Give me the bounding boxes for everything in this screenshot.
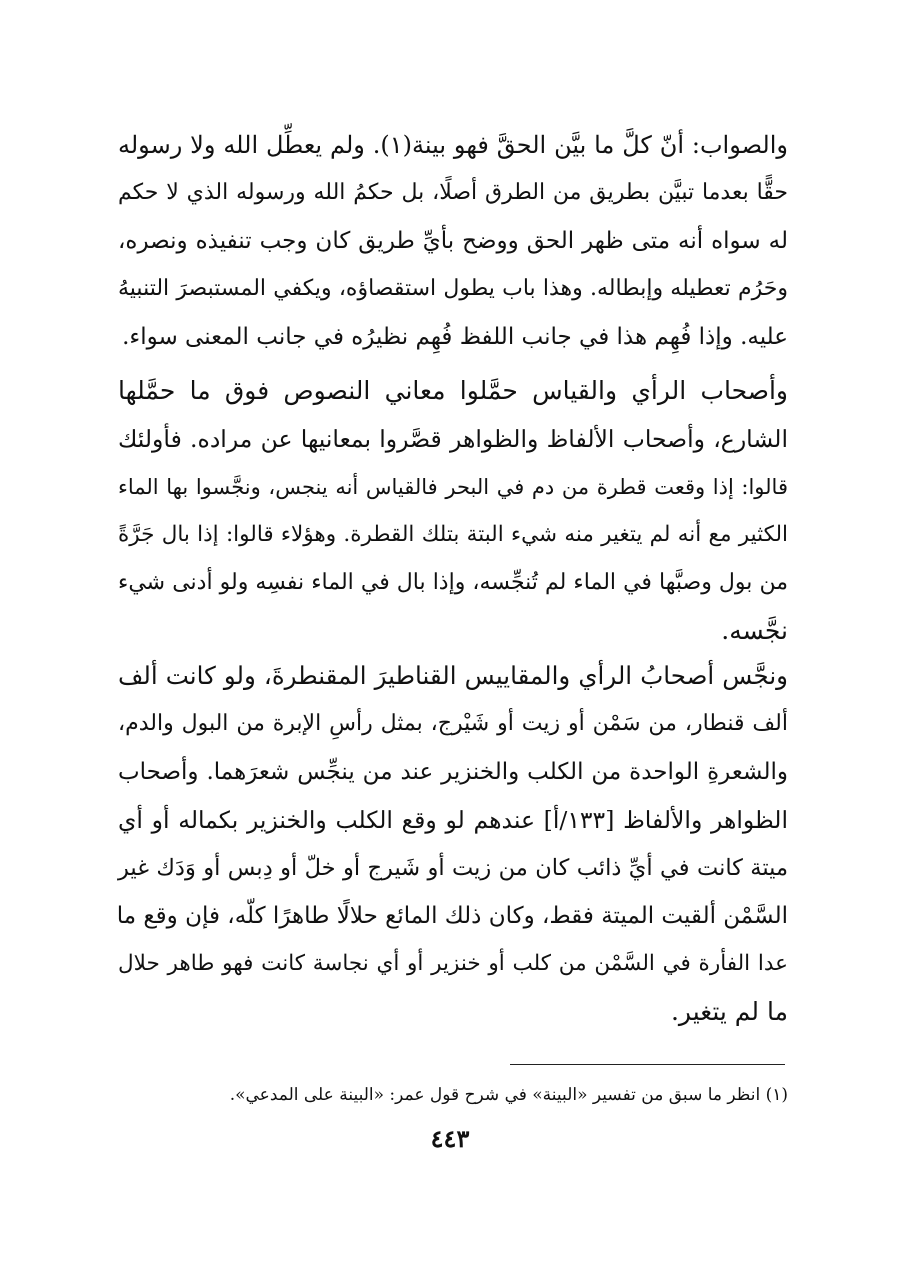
text-line: نجَّسه.	[721, 616, 788, 645]
paragraph-1	[118, 121, 788, 361]
text-line: وأصحاب الرأي والقياس حمَّلوا معاني النصوص فوق ما حمَّلها	[118, 376, 788, 405]
text-line: وحَرُم تعطيله وإبطاله. وهذا باب يطول استقصاؤه، ويكفي المستبصرَ التنبيهُ	[118, 276, 788, 301]
text-line: عدا الفأرة في السَّمْن من كلب أو خنزير أو أي نجاسة كانت فهو طاهر حلال	[118, 951, 788, 976]
paragraph-2	[118, 367, 788, 655]
text-line: ميتة كانت في أيِّ ذائب كان من زيت أو شَيرج أو خلّ أو دِبس أو وَدَك غير	[118, 855, 788, 881]
page-number: ٤٤٣	[430, 1124, 470, 1153]
text-line: حقًّا بعدما تبيَّن بطريق من الطرق أصلًا، بل حكمُ الله ورسوله الذي لا حكم	[118, 180, 788, 205]
text-line: قالوا: إذا وقعت قطرة من دم في البحر فالقياس أنه ينجس، ونجَّسوا بها الماء	[118, 475, 788, 499]
text-line: له سواه أنه متى ظهر الحق ووضح بأيِّ طريق كان وجب تنفيذه ونصره،	[118, 228, 788, 254]
text-line: الشارع، وأصحاب الألفاظ والظواهر قصَّروا بمعانيها عن مراده. فأولئك	[118, 425, 788, 453]
text-line: والشعرةِ الواحدة من الكلب والخنزير عند من ينجِّس شعرَهما. وأصحاب	[118, 759, 788, 785]
text-line: ما لم يتغير.	[670, 997, 788, 1026]
text-line: من بول وصبَّها في الماء لم تُنجِّسه، وإذا بال في الماء نفسِه ولو أدنى شيء	[118, 570, 788, 595]
paragraph-3	[118, 652, 788, 1036]
footnote-divider	[510, 1064, 785, 1065]
text-line: ألف قنطار، من سَمْن أو زيت أو شَيْرج، بمثل رأسِ الإبرة من البول والدم،	[118, 711, 788, 736]
text-line: والصواب: أنّ كلَّ ما بيَّن الحقَّ فهو بينة(١). ولم يعطِّل الله ولا رسوله	[118, 131, 789, 159]
text-line: الكثير مع أنه لم يتغير منه شيء البتة بتلك القطرة. وهؤلاء قالوا: إذا بال جَرَّةً	[118, 522, 788, 547]
text-line: السَّمْن ألقيت الميتة فقط، وكان ذلك المائع حلالًا طاهرًا كلّه، فإن وقع ما	[116, 903, 788, 929]
text-line: ونجَّس أصحابُ الرأي والمقاييس القناطيرَ المقنطرةَ، ولو كانت ألف	[118, 661, 788, 690]
text-line: عليه. وإذا فُهِم هذا في جانب اللفظ فُهِم نظيرُه في جانب المعنى سواء.	[122, 324, 788, 350]
text-line: الظواهر والألفاظ [١٣٣/أ] عندهم لو وقع الكلب والخنزير بكماله أو أي	[118, 806, 788, 834]
footnote: (١) انظر ما سبق من تفسير «البينة» في شرح قول عمر: «البينة على المدعي».	[229, 1085, 788, 1105]
